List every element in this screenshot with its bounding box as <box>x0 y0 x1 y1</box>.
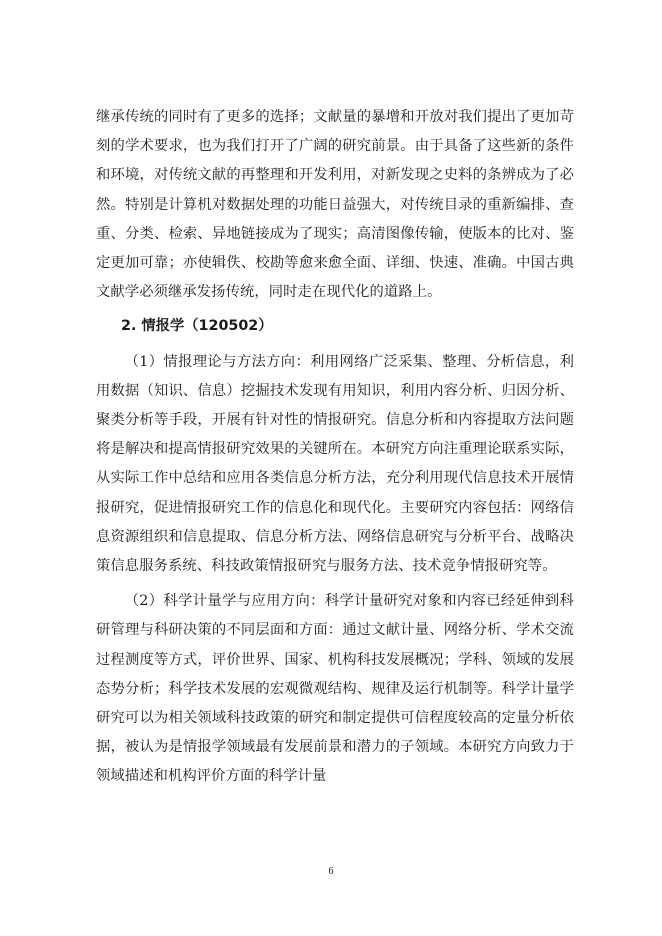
body-paragraph: （1）情报理论与方法方向：利用网络广泛采集、整理、分析信息，利用数据（知识、信息）挖掘技术发现有用知识，利用内容分析、归因分析、聚类分析等手段，开展有针对性的情报研究。信息分析和内容提取方法问题将是解决和提高情报研究效果的关键所在。本研究方向注重理论联系实际，从实际工作中总结和应用各类信息分析方法，充分利用现代信息技术开展情报研究，促进情报研究工作的信息化和现代化。主要研究内容包括：网络信息资源组织和信息提取、信息分析方法、网络信息研究与分析平台、战略决策信息服务系统、科技政策情报研究与服务方法、技术竞争情报研究等。 <box>96 353 574 575</box>
page-body <box>96 103 574 792</box>
body-paragraph: 继承传统的同时有了更多的选择；文献量的暴增和开放对我们提出了更加苛刻的学术要求，也为我们打开了广阔的研究前景。由于具备了这些新的条件和环境，对传统文献的再整理和开发利用，对新发现之史料的条辨成为了必然。特别是计算机对数据处理的功能日益强大，对传统目录的重新编排、查重、分类、检索、异地链接成为了现实；高清图像传输，使版本的比对、鉴定更加可靠；亦使辑佚、校勘等愈来愈全面、详细、快速、准确。中国古典文献学必须继承发扬传统，同时走在现代化的道路上。 <box>96 109 574 301</box>
page-number: 6 <box>328 866 334 877</box>
body-paragraph: （2）科学计量学与应用方向：科学计量研究对象和内容已经延伸到科研管理与科研决策的不同层面和方面：通过文献计量、网络分析、学术交流过程测度等方式，评价世界、国家、机构科技发展概况；学科、领域的发展态势分析；科学技术发展的宏观微观结构、规律及运行机制等。科学计量学研究可以为相关领域科技政策的研究和制定提供可信程度较高的定量分析依据，被认为是情报学领域最有发展前景和潜力的子领域。本研究方向致力于领域描述和机构评价方面的科学计量 <box>96 593 574 785</box>
section-heading: 2. 情报学（120502） <box>121 318 273 335</box>
